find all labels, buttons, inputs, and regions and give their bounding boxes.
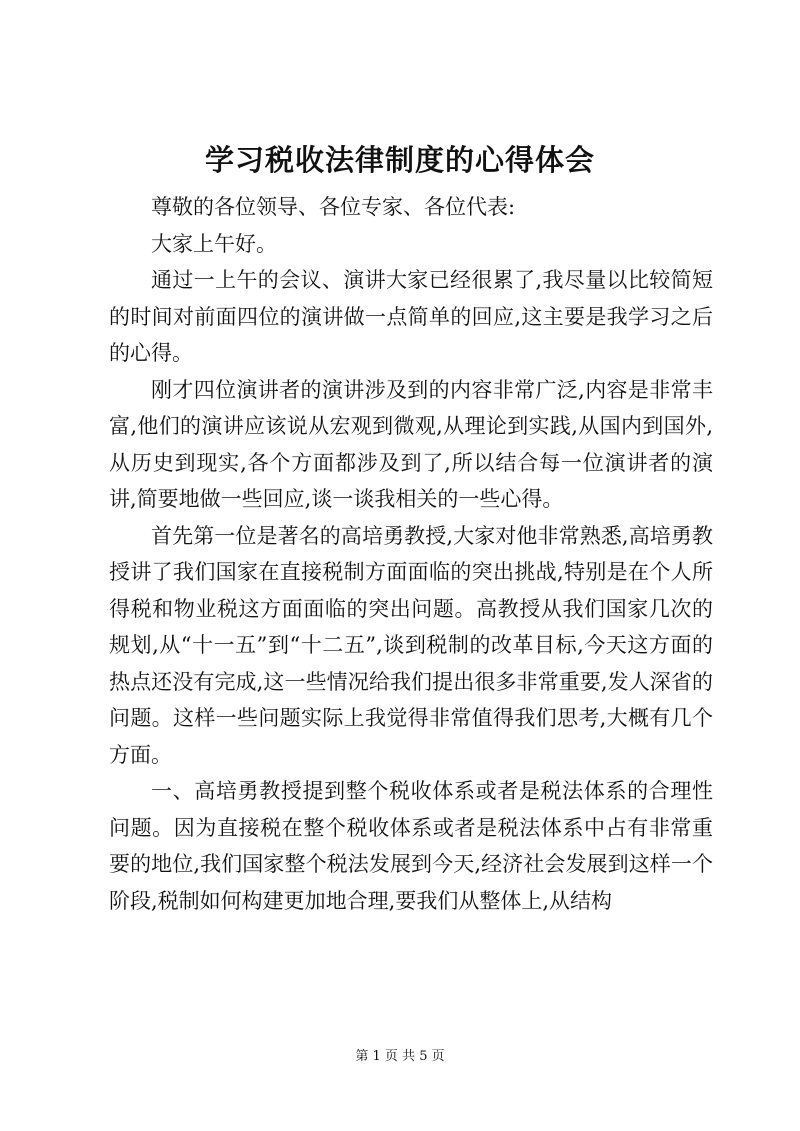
page-title: 学习税收法律制度的心得体会 xyxy=(204,143,595,177)
document-body xyxy=(109,189,713,919)
page-number-footer: 第 1 页 共 5 页 xyxy=(355,1049,445,1064)
body-paragraph: 一、高培勇教授提到整个税收体系或者是税法体系的合理性问题。因为直接税在整个税收体系或者是税法体系中占有非常重要的地位,我们国家整个税法发展到今天,经济社会发展到这样一个阶段,税制如何构建更加地合理,要我们从整体上,从结构 xyxy=(109,779,713,913)
body-paragraph: 通过一上午的会议、演讲大家已经很累了,我尽量以比较简短的时间对前面四位的演讲做一点简单的回应,这主要是我学习之后的心得。 xyxy=(109,268,713,365)
body-paragraph: 首先第一位是著名的高培勇教授,大家对他非常熟悉,高培勇教授讲了我们国家在直接税制方面面临的突出挑战,特别是在个人所得税和物业税这方面面临的突出问题。高教授从我们国家几次的规划,从“十一五”到“十二五”,谈到税制的改革目标,今天这方面的热点还没有完成,这一些情况给我们提出很多非常重要,发人深省的问题。这样一些问题实际上我觉得非常值得我们思考,大概有几个方面。 xyxy=(109,523,713,767)
salutation-paragraph: 尊敬的各位领导、各位专家、各位代表: xyxy=(151,195,516,219)
body-paragraph: 刚才四位演讲者的演讲涉及到的内容非常广泛,内容是非常丰富,他们的演讲应该说从宏观到微观,从理论到实践,从国内到国外,从历史到现实,各个方面都涉及到了,所以结合每一位演讲者的演讲,简要地做一些回应,谈一谈我相关的一些心得。 xyxy=(109,377,713,511)
greeting-paragraph: 大家上午好。 xyxy=(151,231,277,256)
